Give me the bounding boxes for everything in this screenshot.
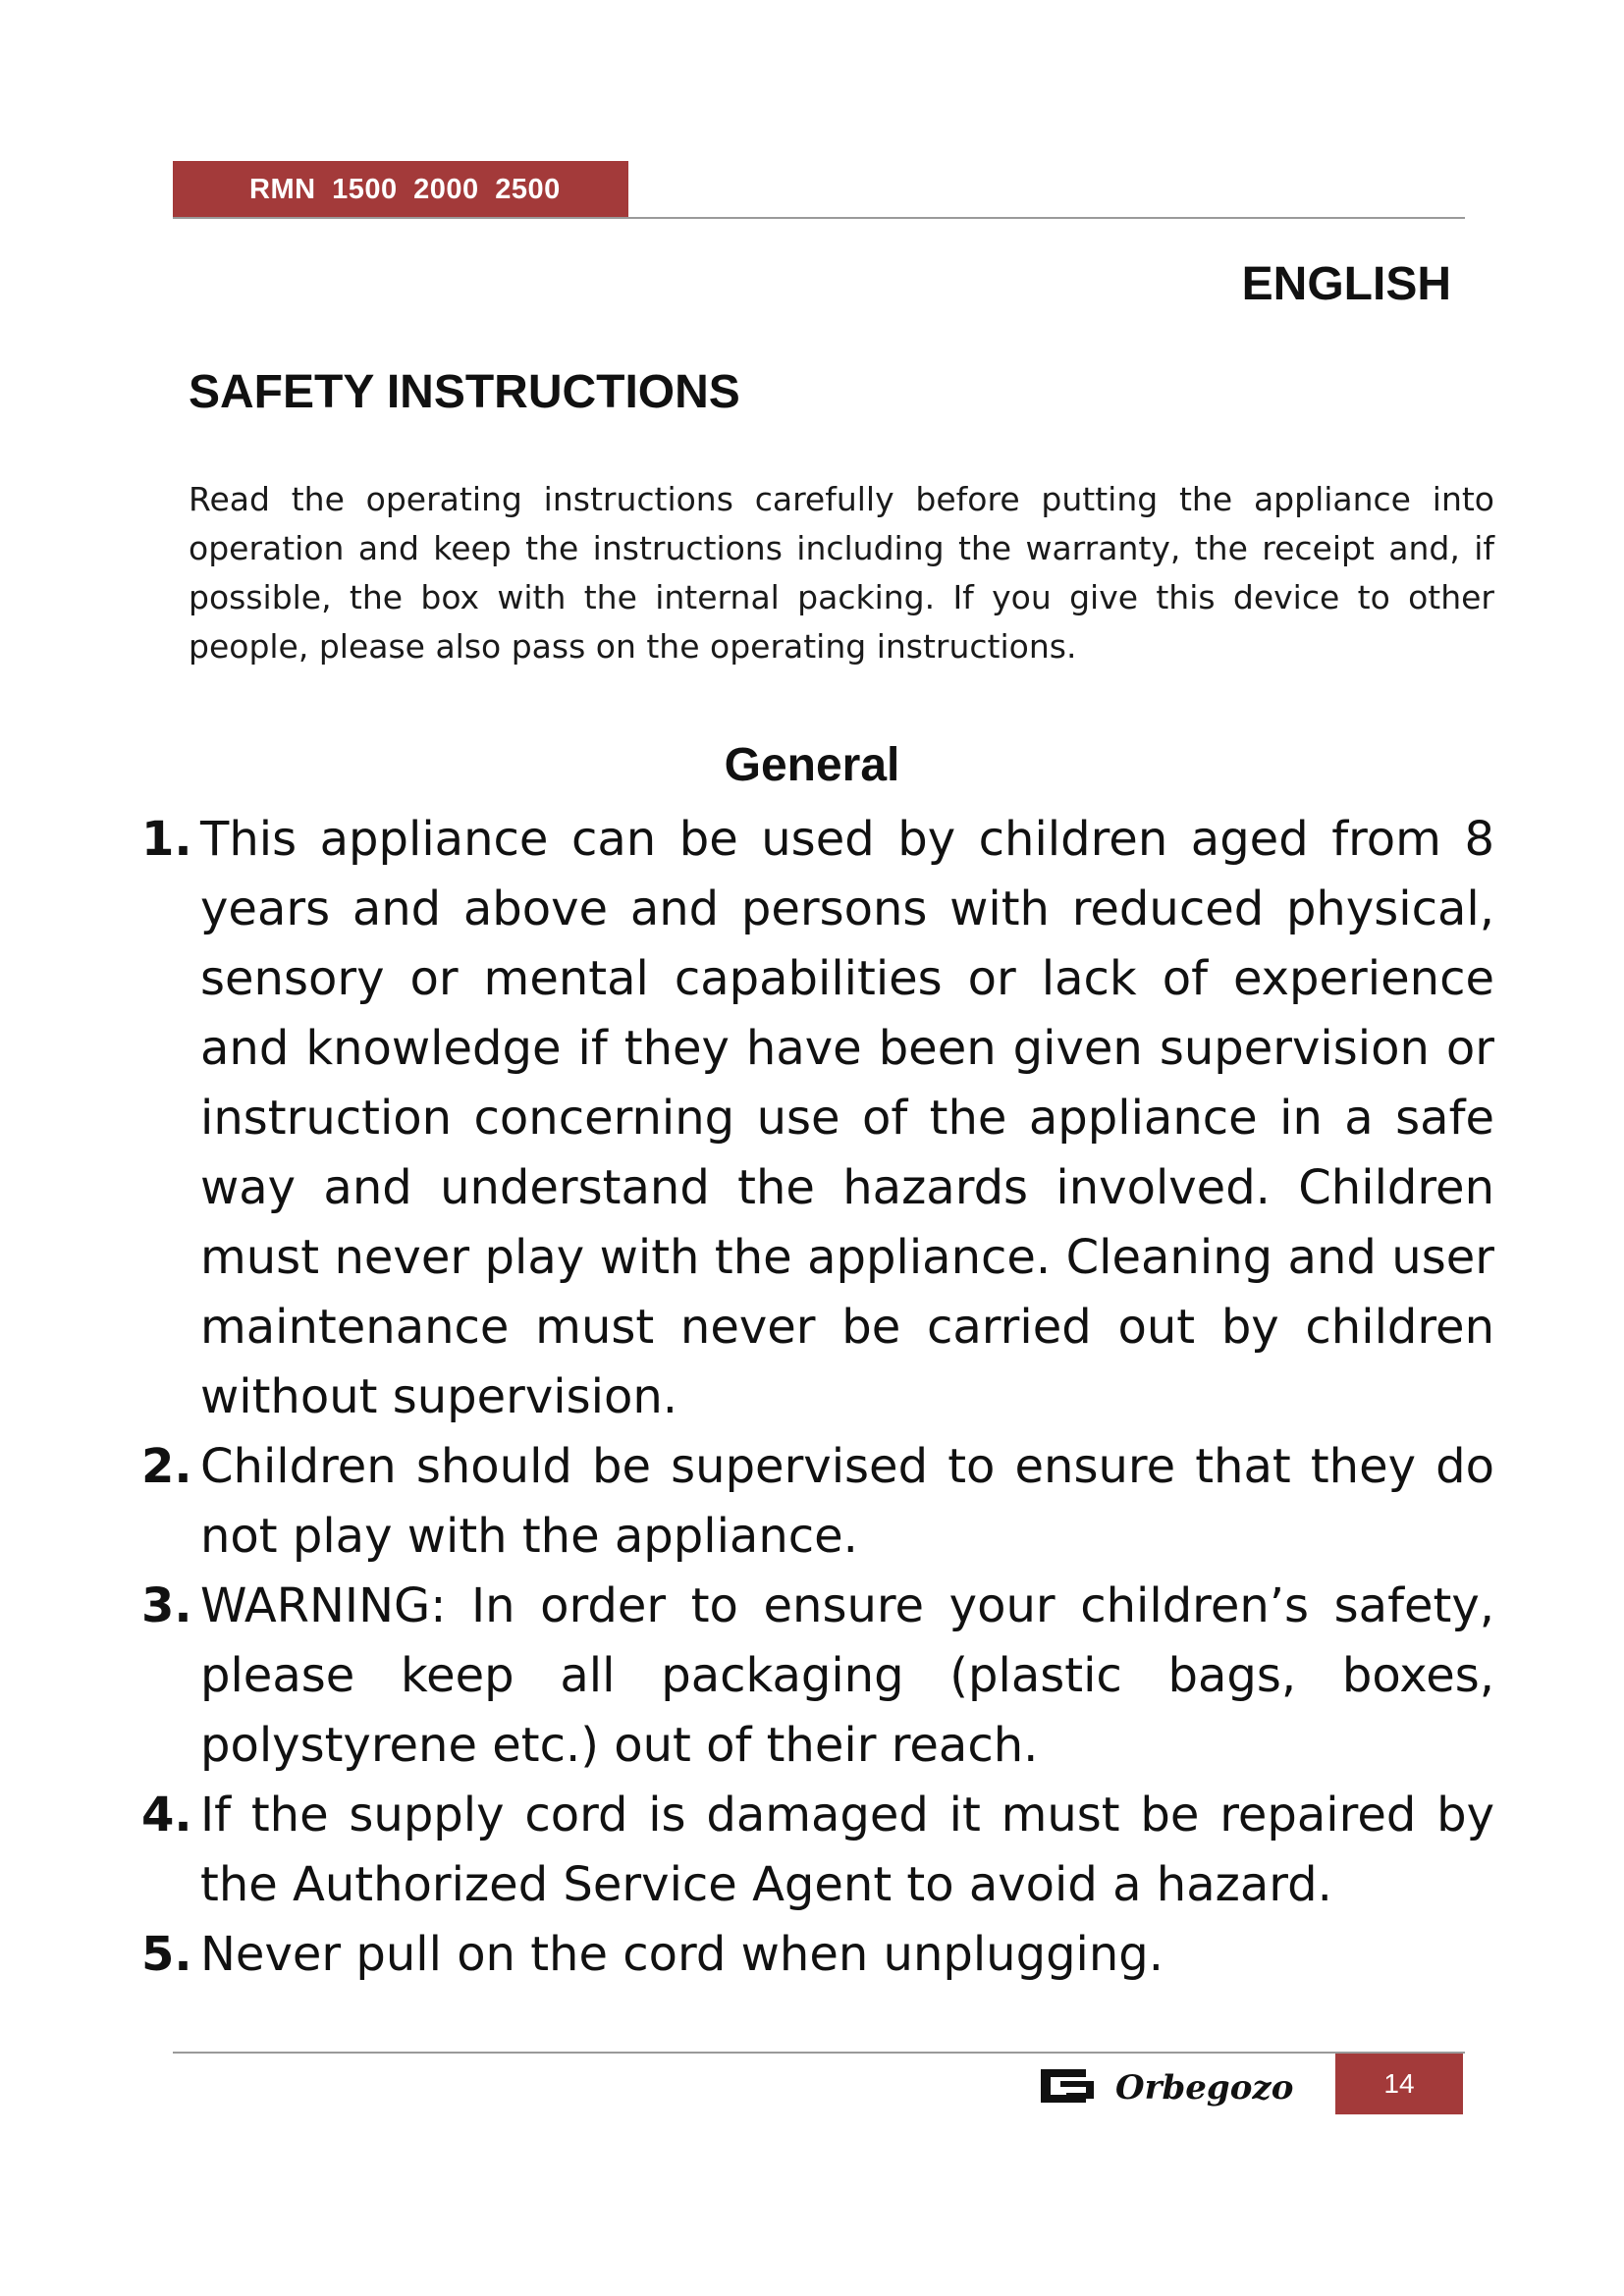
page-number: 14: [1383, 2068, 1415, 2099]
item-number: 4.: [141, 1788, 192, 1842]
model-header-tab: [173, 161, 628, 218]
subsection-title: General: [724, 739, 900, 791]
item-text: If the supply cord is damaged it must be repaired by the Authorized Service Agent to avoid a hazard.: [200, 1788, 1494, 1912]
footer-divider: [173, 2052, 1465, 2054]
svg-text:Orbegozo: Orbegozo: [1115, 2068, 1294, 2108]
item-number: 5.: [141, 1927, 192, 1982]
item-number: 3.: [141, 1578, 192, 1633]
list-item: [141, 1781, 1504, 1920]
item-number: 1.: [141, 812, 192, 867]
list-item: [141, 1432, 1504, 1572]
orbegozo-logo-icon: [1039, 2057, 1329, 2114]
list-item: [141, 805, 1504, 1432]
model-label: RMN 1500 2000 2500: [249, 174, 561, 205]
item-text: Never pull on the cord when unplugging.: [200, 1927, 1164, 1982]
page-title: SAFETY INSTRUCTIONS: [189, 366, 740, 418]
list-item: [141, 1572, 1504, 1781]
intro-paragraph: Read the operating instructions carefully before putting the appliance into operation and keep the instructions including the warranty, the receipt and, if possible, the box with the internal packing. If you give this device to other people, please also pass on the operating instructions.: [189, 480, 1494, 666]
brand-logo: [1039, 2057, 1329, 2114]
page-number-badge: [1335, 2054, 1463, 2114]
item-number: 2.: [141, 1439, 192, 1494]
header-divider: [173, 217, 1465, 219]
item-text: This appliance can be used by children aged from 8 years and above and persons with reduced physical, sensory or mental capabilities or lack of experience and knowledge if they have been given supervision or instruction concerning use of the appliance in a safe way and understand the hazards involved. Children must never play with the appliance. Cleaning and user maintenance must never be carried out by children without supervision.: [200, 812, 1494, 1424]
language-heading: ENGLISH: [1241, 258, 1451, 310]
item-text: WARNING: In order to ensure your children’s safety, please keep all packaging (plastic bags, boxes, polystyrene etc.) out of their reach.: [200, 1578, 1494, 1773]
safety-list: [141, 805, 1504, 1990]
list-item: [141, 1920, 1504, 1990]
item-text: Children should be supervised to ensure that they do not play with the appliance.: [200, 1439, 1494, 1564]
